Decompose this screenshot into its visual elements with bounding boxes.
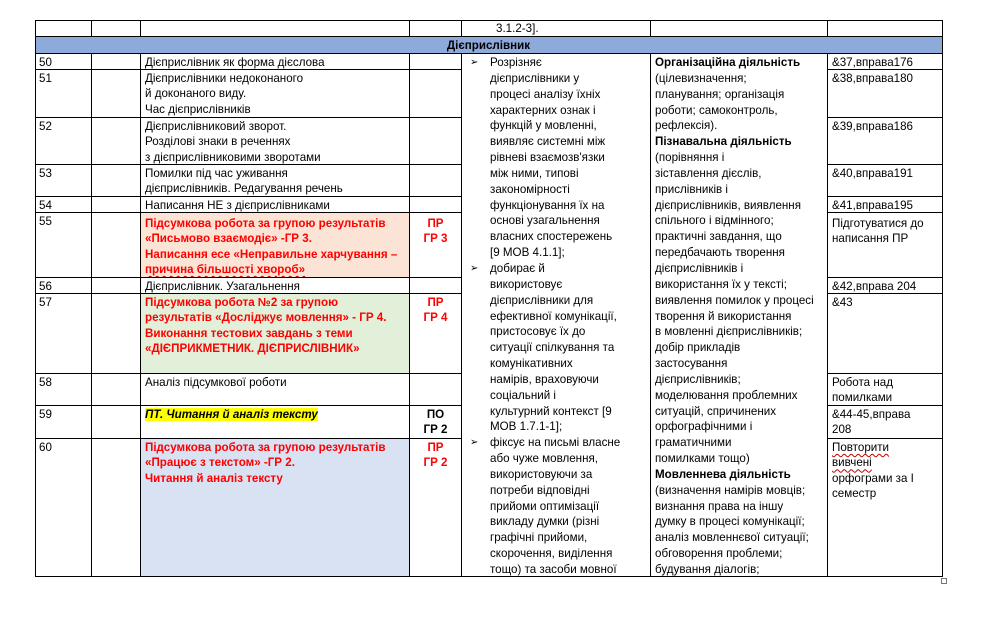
lesson-number: 50 <box>39 56 52 69</box>
lesson-number: 53 <box>39 167 52 180</box>
homework-line: Повторити <box>832 441 890 454</box>
lesson-number-cell <box>35 54 92 70</box>
lesson-number-cell <box>35 165 92 197</box>
homework-line: помилками <box>832 391 893 405</box>
lesson-topic-line: Виконання тестових завдань з теми <box>145 326 353 340</box>
activities-cell: Організаційна діяльність (цілевизначення; планування; організація роботи; самоконтроль, рефлексія). Пізнавальна діяльність (порівняння і зіставлення дієслів, прислівників і дієприслівників, виявлення спільного і відмінного; практичні завдання, що передбачають творення дієприслівників і використання їх у тексті; виявлення помилок у процесі творення й використання в мовленні дієприслівників; добір прикладів застосування дієприслівників; моделювання проблемних ситуацій, спричинених орфографічними і граматичними помилками тощо) Мовленнева діяльність (визначення намірів мовців; визнання права на іншу думку в процесі комунікації; аналіз мовленнєвої ситуації; обговорення проблеми; будування діалогів; <box>651 54 828 577</box>
lesson-topic-cell <box>141 278 410 294</box>
lesson-topic-line: Читання й аналіз тексту <box>145 471 283 485</box>
lesson-number: 54 <box>39 199 52 212</box>
outcome-item: ➢ добирає й використовує дієприслівники для ефективної комунікації, пристосовує їх до ситуації спілкування та комунікативних намірів, враховуючи соціальний і культурний контекст [9 МОВ 1.7.1-1]; <box>470 261 617 434</box>
lesson-topic-line: Час дієприслівників <box>145 102 251 116</box>
lesson-type-code: ПР <box>427 441 444 454</box>
lesson-date-cell <box>92 406 141 439</box>
homework-line: &41,вправа195 <box>832 199 914 212</box>
lesson-number-cell <box>35 374 92 406</box>
lesson-topic-cell <box>141 406 410 439</box>
lesson-topic-line: результатів «Досліджує мовлення» - ГР 4. <box>145 311 387 325</box>
lesson-type-cell <box>410 213 462 278</box>
lesson-type-cell <box>410 294 462 374</box>
lesson-type-group: ГР 3 <box>423 232 448 246</box>
lesson-type-code: ПР <box>427 217 444 230</box>
lesson-number: 58 <box>39 376 52 389</box>
homework-line: семестр <box>832 486 877 500</box>
lesson-date-cell <box>92 294 141 374</box>
arrow-bullet-icon: ➢ <box>470 437 479 449</box>
lesson-type-cell <box>410 54 462 70</box>
lesson-topic-line: з дієприслівниковими зворотами <box>145 150 321 164</box>
lesson-date-cell <box>92 374 141 406</box>
lesson-number: 56 <box>39 280 52 293</box>
lesson-topic-line: Помилки під час уживання <box>145 167 288 180</box>
lesson-topic-line: Дієприслівник як форма дієслова <box>145 56 325 69</box>
lesson-number-cell <box>35 439 92 577</box>
homework-line: &37,вправа176 <box>832 56 914 69</box>
lesson-type-cell <box>410 118 462 165</box>
outcome-item: ➢ Розрізняє дієприслівники у процесі аналізу їхніх характерних ознак і функцій у мовленні, виявляє системні між рівневі взаємозв'язки між ними, типові закономірності функціонування їх на основі узагальнення власних спостережень [9 МОВ 4.1.1]; <box>470 56 613 260</box>
homework-line: &43 <box>832 296 853 309</box>
lesson-topic-cell <box>141 374 410 406</box>
lesson-topic-line: «Письмово взаємодіє» -ГР 3. <box>145 232 312 246</box>
homework-line: &42,вправа 204 <box>832 280 917 293</box>
section-title: Дієприслівник <box>446 39 531 52</box>
homework-cell <box>828 197 943 213</box>
homework-line: &44-45,вправа <box>832 408 911 421</box>
top-row-type-cell <box>410 20 462 37</box>
lesson-topic-cell <box>141 165 410 197</box>
lesson-topic-line: Розділові знаки в реченнях <box>145 135 291 149</box>
lesson-number-cell <box>35 278 92 294</box>
lesson-topic-line: дієприслівників. Редагування речень <box>145 182 343 196</box>
learning-outcomes-cell <box>462 54 651 577</box>
lesson-number: 51 <box>39 72 52 85</box>
homework-cell <box>828 294 943 374</box>
top-row-goal-ref: 3.1.2-3]. <box>496 22 539 35</box>
homework-line: &39,вправа186 <box>832 120 914 133</box>
lesson-date-cell <box>92 213 141 278</box>
lesson-date-cell <box>92 118 141 165</box>
lesson-topic-line: Підсумкова робота за групою результатів <box>145 217 386 230</box>
assessment-topic-cell <box>141 439 410 577</box>
lesson-topic-line: Написання НЕ з дієприслівниками <box>145 199 330 212</box>
table-resize-handle[interactable] <box>941 578 947 584</box>
lesson-number-cell <box>35 118 92 165</box>
homework-cell <box>828 54 943 70</box>
top-row-num-cell <box>35 20 92 37</box>
lesson-date-cell <box>92 278 141 294</box>
homework-line: написання ПР <box>832 232 909 246</box>
lesson-topic-line: Дієприслівниковий зворот. <box>145 120 287 133</box>
lesson-topic-line: Підсумкова робота №2 за групою <box>145 296 338 309</box>
top-row-homework-cell <box>828 20 943 37</box>
homework-cell <box>828 439 943 577</box>
lesson-type-code: ПР <box>427 296 444 309</box>
arrow-bullet-icon: ➢ <box>470 57 479 68</box>
lesson-type-cell <box>410 70 462 118</box>
lesson-type-cell <box>410 374 462 406</box>
lesson-topic-cell <box>141 70 410 118</box>
lesson-type-cell <box>410 197 462 213</box>
assessment-topic-cell <box>141 294 410 374</box>
lesson-topic-cell <box>141 54 410 70</box>
homework-cell <box>828 278 943 294</box>
homework-cell <box>828 70 943 118</box>
lesson-number: 52 <box>39 120 52 133</box>
homework-cell <box>828 118 943 165</box>
homework-line: 208 <box>832 423 852 437</box>
homework-line: Робота над <box>832 376 893 389</box>
assessment-topic-cell <box>141 213 410 278</box>
lesson-number-cell <box>35 197 92 213</box>
arrow-bullet-icon: ➢ <box>470 262 479 274</box>
lesson-date-cell <box>92 70 141 118</box>
homework-line: &40,вправа191 <box>832 167 914 180</box>
lesson-number-cell <box>35 406 92 439</box>
homework-cell <box>828 165 943 197</box>
homework-cell <box>828 406 943 439</box>
lesson-topic-line: «ДІЄПРИКМЕТНИК. ДІЄПРИСЛІВНИК» <box>145 341 360 355</box>
lesson-topic-line: Підсумкова робота за групою результатів <box>145 441 386 454</box>
lesson-topic-line: й доконаного виду. <box>145 87 247 101</box>
lesson-topic-line: Написання есе «Неправильне харчування – <box>145 247 398 261</box>
lesson-date-cell <box>92 439 141 577</box>
lesson-topic-line: ПТ. Читання й аналіз тексту <box>145 408 318 421</box>
lesson-topic-cell <box>141 197 410 213</box>
top-row-outcome-cell <box>462 20 651 37</box>
top-row-date-cell <box>92 20 141 37</box>
lesson-date-cell <box>92 197 141 213</box>
top-row-topic-cell <box>141 20 410 37</box>
activity-heading: Мовленнева діяльність <box>655 467 791 481</box>
lesson-number: 55 <box>39 215 52 228</box>
lesson-number-cell <box>35 294 92 374</box>
lesson-type-cell <box>410 439 462 577</box>
lesson-type-group: ГР 2 <box>423 456 448 470</box>
lesson-topic-line: Дієприслівники недоконаного <box>145 72 304 85</box>
lesson-plan-table <box>35 20 943 577</box>
homework-line: &38,вправа180 <box>832 72 914 85</box>
top-row-activity-cell <box>651 20 828 37</box>
lesson-date-cell <box>92 165 141 197</box>
homework-line: вивчені <box>832 456 872 470</box>
homework-cell <box>828 213 943 278</box>
lesson-number: 57 <box>39 296 52 309</box>
lesson-type-cell <box>410 165 462 197</box>
lesson-date-cell <box>92 54 141 70</box>
lesson-topic-line: Аналіз підсумкової роботи <box>145 376 287 389</box>
homework-line: Підготуватися до <box>832 217 924 230</box>
lesson-type-cell <box>410 406 462 439</box>
lesson-number-cell <box>35 213 92 278</box>
homework-cell <box>828 374 943 406</box>
lesson-topic-line: Дієприслівник. Узагальнення <box>145 280 300 293</box>
lesson-number-cell <box>35 70 92 118</box>
lesson-topic-cell <box>141 118 410 165</box>
outcome-item: ➢ фіксує на письмі власне або чуже мовлення, використовуючи за потреби відповідні прийоми оптимізації викладу думки (різні графічні прийоми, скорочення, виділення тощо) та засоби мовної <box>470 436 621 576</box>
activity-heading: Пізнавальна діяльність <box>655 135 792 149</box>
lesson-type-cell <box>410 278 462 294</box>
section-header <box>35 37 943 54</box>
lesson-type-group: ГР 2 <box>423 423 448 437</box>
lesson-type-code: ПО <box>426 408 445 421</box>
homework-line: орфограми за І <box>832 471 914 485</box>
lesson-number: 59 <box>39 408 52 421</box>
lesson-topic-line: причина більшості хвороб» <box>145 262 306 276</box>
lesson-number: 60 <box>39 441 52 454</box>
lesson-type-group: ГР 4 <box>423 311 448 325</box>
activity-heading: Організаційна діяльність <box>655 56 801 69</box>
lesson-topic-line: «Працює з текстом» -ГР 2. <box>145 456 295 470</box>
